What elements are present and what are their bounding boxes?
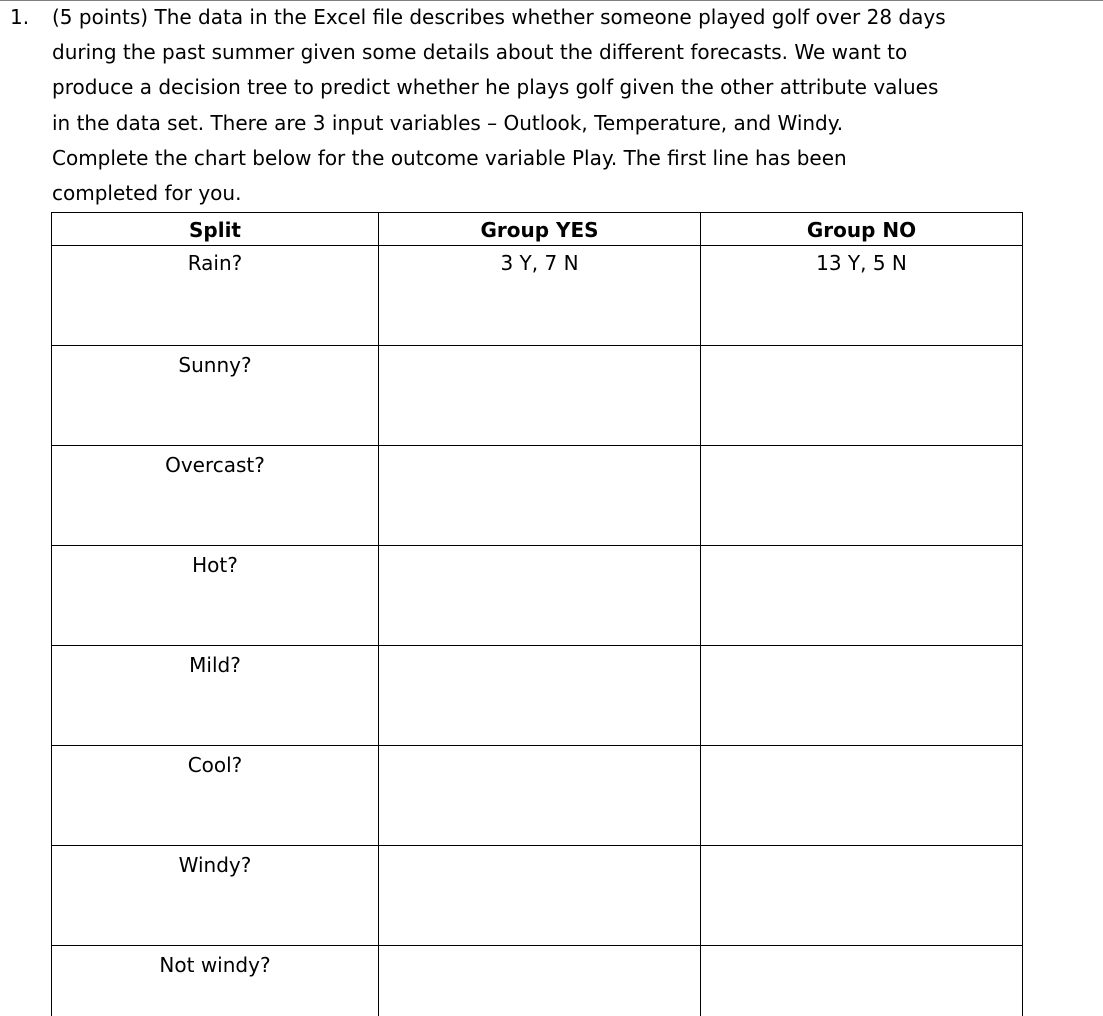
table-row [52, 746, 1023, 846]
group-yes-cell[interactable] [379, 746, 701, 846]
group-no-cell[interactable] [701, 546, 1023, 646]
split-cell: Windy? [52, 846, 379, 946]
table-row [52, 546, 1023, 646]
top-rule [0, 0, 1103, 1]
question-line-3: produce a decision tree to predict whether he plays golf given the other attribute values [52, 75, 939, 99]
header-group-no: Group NO [701, 213, 1023, 246]
table-row [52, 646, 1023, 746]
group-yes-cell[interactable] [379, 446, 701, 546]
table-row [52, 446, 1023, 546]
header-split: Split [52, 213, 379, 246]
group-no-cell[interactable] [701, 846, 1023, 946]
table-row [52, 946, 1023, 1016]
header-group-yes: Group YES [379, 213, 701, 246]
group-no-cell[interactable] [701, 346, 1023, 446]
split-cell: Not windy? [52, 946, 379, 1016]
question-line-2: during the past summer given some details about the different forecasts. We want to [52, 40, 908, 64]
group-no-cell: 13 Y, 5 N [701, 246, 1023, 346]
question-line-6: completed for you. [52, 181, 242, 205]
split-cell: Rain? [52, 246, 379, 346]
split-cell: Cool? [52, 746, 379, 846]
group-yes-cell[interactable] [379, 846, 701, 946]
split-cell: Hot? [52, 546, 379, 646]
split-cell: Mild? [52, 646, 379, 746]
splits-table [51, 212, 1023, 1016]
split-cell: Sunny? [52, 346, 379, 446]
question-line-1: (5 points) The data in the Excel file describes whether someone played golf over 28 days [52, 5, 946, 29]
table-row [52, 846, 1023, 946]
question-line-4: in the data set. There are 3 input variables – Outlook, Temperature, and Windy. [52, 111, 844, 135]
group-no-cell[interactable] [701, 446, 1023, 546]
group-no-cell[interactable] [701, 746, 1023, 846]
group-yes-cell[interactable] [379, 946, 701, 1016]
question-line-5: Complete the chart below for the outcome variable Play. The first line has been [52, 146, 847, 170]
group-yes-cell: 3 Y, 7 N [379, 246, 701, 346]
group-no-cell[interactable] [701, 946, 1023, 1016]
group-yes-cell[interactable] [379, 546, 701, 646]
split-cell: Overcast? [52, 446, 379, 546]
group-yes-cell[interactable] [379, 346, 701, 446]
table-header-row [52, 213, 1023, 246]
group-no-cell[interactable] [701, 646, 1023, 746]
table-row [52, 346, 1023, 446]
group-yes-cell[interactable] [379, 646, 701, 746]
table-row [52, 246, 1023, 346]
question-number: 1. [10, 5, 30, 29]
